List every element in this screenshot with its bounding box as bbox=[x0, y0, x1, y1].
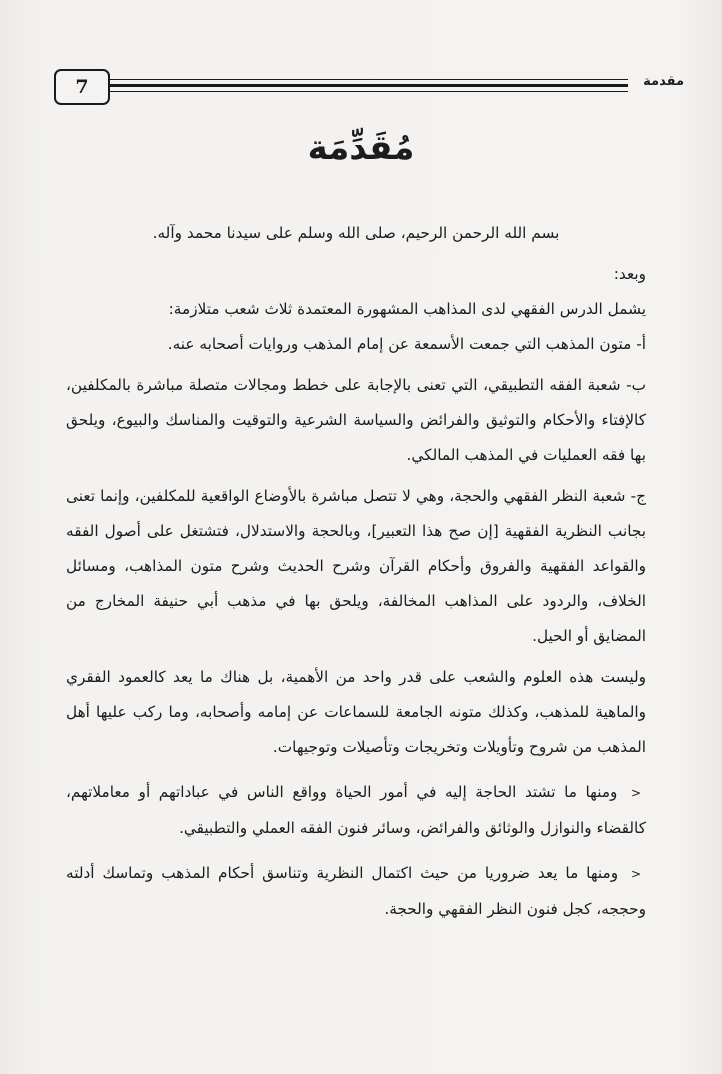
page-header bbox=[54, 66, 684, 106]
bullet-text-1: ومنها ما تشتد الحاجة إليه في أمور الحياة وواقع الناس في عباداتهم أو معاملاتهم، كالقضاء والنوازل والوثائق والفرائض، وسائر فنون الفقه العملي والتطبيقي. bbox=[66, 783, 646, 837]
header-rule-top bbox=[108, 79, 628, 80]
bullet-paragraph-2 bbox=[66, 856, 646, 927]
bullet-text-2: ومنها ما يعد ضروريا من حيث اكتمال النظرية وتناسق أحكام المذهب وتماسك أدلته وحججه، كجل فنون النظر الفقهي والحجة. bbox=[66, 864, 646, 918]
bullet-paragraph-1 bbox=[66, 775, 646, 846]
chapter-title: مُقَدِّمَة bbox=[307, 128, 415, 168]
list-item-c: ج- شعبة النظر الفقهي والحجة، وهي لا تتصل مباشرة بالأوضاع الواقعية للمكلفين، وإنما تعنى بجانب النظرية الفقهية [إن صح هذا التعبير]، وبالحجة والاستدلال، فتشتغل على أصول الفقه والقواعد الفقهية والفروق وأحكام القرآن وشرح الحديث وشرح متون المذاهب، ومسائل الخلاف، والردود على المذاهب المخالفة، ويلحق بها في مذهب أبي حنيفة المخارج من المضايق أو الحيل. bbox=[66, 487, 646, 645]
header-rule-middle bbox=[108, 84, 628, 87]
importance-paragraph: وليست هذه العلوم والشعب على قدر واحد من الأهمية، بل هناك ما يعد كالعمود الفقري والماهية للمذهب، وكذلك متونه الجامعة للسماعات عن إمامه وأصحابه، وما ركب عليها أهل المذهب من شروح وتأويلات وتخريجات وتأصيلات وتوجيهات. bbox=[66, 668, 646, 756]
page-number: 7 bbox=[54, 69, 110, 105]
page-body bbox=[66, 216, 646, 927]
wabad-paragraph: وبعد: bbox=[613, 265, 646, 283]
bullet-marker-icon: < bbox=[630, 786, 642, 800]
running-title: مقدمة bbox=[643, 74, 684, 89]
list-item-b: ب- شعبة الفقه التطبيقي، التي تعنى بالإجابة على خطط ومجالات متصلة مباشرة بالمكلفين، كالإفتاء والأحكام والتوثيق والفرائض والسياسة الشرعية والتوقيت والمناسك والبيوع، ويلحق بها فقه العمليات في المذهب المالكي. bbox=[66, 376, 646, 464]
basmala-paragraph: بسم الله الرحمن الرحيم، صلى الله وسلم على سيدنا محمد وآله. bbox=[152, 224, 560, 242]
bullet-marker-icon: < bbox=[630, 867, 642, 881]
list-item-a: أ- متون المذهب التي جمعت الأسمعة عن إمام المذهب وروايات أصحابه عنه. bbox=[167, 335, 646, 353]
intro-paragraph: يشمل الدرس الفقهي لدى المذاهب المشهورة المعتمدة ثلاث شعب متلازمة: bbox=[168, 300, 646, 318]
header-rule-bottom bbox=[108, 91, 628, 92]
